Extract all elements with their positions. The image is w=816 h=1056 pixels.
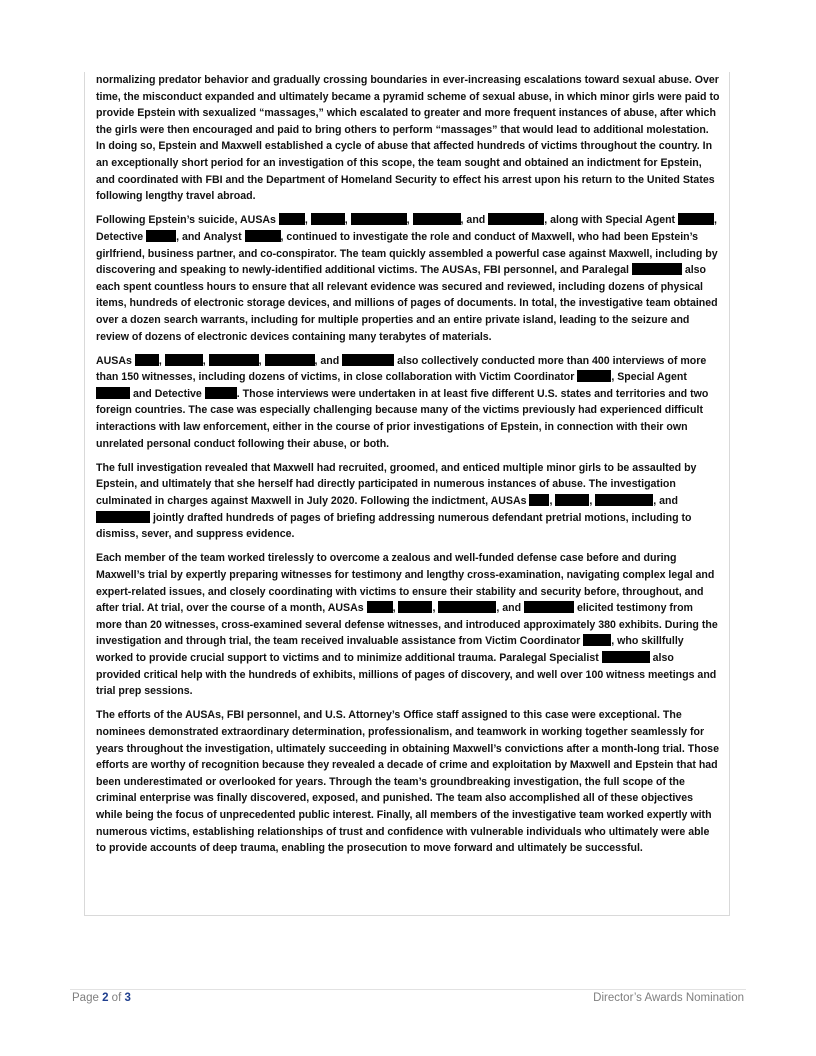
paragraph	[96, 460, 720, 543]
footer-title: Director’s Awards Nomination	[593, 992, 744, 1004]
paragraph-text: also provided critical help with the hundreds of exhibits, millions of pages of discovery, and well over 100 witness meetings and trial prep sessions.	[96, 651, 717, 698]
page-current: 2	[102, 992, 109, 1004]
document-body	[96, 72, 720, 864]
redaction-box	[413, 213, 461, 225]
paragraph-text: also each spent countless hours to ensure that all relevant evidence was secured and reviewed, including dozens of physical items, hundreds of electronic storage devices, and millions of pages of documents. In total, the investigative team obtained over a dozen search warrants, including for multiple properties and an entire private island, leading to the seizure and review of dozens of electronic devices containing many terabytes of materials.	[96, 264, 718, 343]
redaction-box	[342, 354, 394, 366]
paragraph-text: , who skillfully worked to provide crucial support to victims and to minimize additional trauma. Paralegal Specialist	[96, 635, 684, 664]
paragraph-text: . Those interviews were undertaken in at least five different U.S. states and territories and two foreign countries. The case was especially challenging because many of the victims previously had experienced difficult interactions with law enforcement, either in the course of prior investigations of Epstein, in connection with their own unrelated personal conduct following their abuse, or both.	[96, 387, 709, 450]
paragraph-text: , along with Special Agent	[544, 214, 679, 227]
redaction-box	[529, 494, 549, 506]
redaction-box	[602, 651, 650, 663]
page-of: of	[111, 992, 122, 1004]
paragraph-text: ,	[392, 602, 399, 615]
redaction-box	[595, 494, 653, 506]
redaction-box	[165, 354, 203, 366]
redaction-box	[205, 387, 237, 399]
page-total: 3	[124, 992, 131, 1004]
redaction-box	[245, 230, 281, 242]
paragraph-text: ,	[549, 495, 556, 508]
page-indicator	[72, 992, 131, 1004]
paragraph-text: ,	[344, 214, 351, 227]
paragraph-text: The efforts of the AUSAs, FBI personnel, and U.S. Attorney’s Office staff assigned to this case were exceptional. The nominees demonstrated extraordinary determination, professionalism, and teamwork in working together seamlessly for years throughout the investigation, ultimately succeeding in obtaining Maxwell’s convictions after a month-long trial. Those efforts are worthy of recognition because they revealed a decade of crime and exploitation by Maxwell and Epstein that had been underestimated or overlooked for years. Through the team’s groundbreaking investigation, the full scope of the criminal enterprise was finally discovered, exposed, and punished. The team also accomplished all of these objectives while being the focus of unprecedented public interest. Finally, all members of the investigative team worked expertly with numerous victims, establishing relationships of trust and confidence with vulnerable individuals who ultimately were able to provide accounts of deep trauma, enabling the prosecution to move forward and ultimately be successful.	[96, 709, 719, 855]
paragraph-text: ,	[158, 354, 165, 367]
paragraph	[96, 72, 720, 205]
paragraph-text: Following Epstein’s suicide, AUSAs	[96, 214, 279, 227]
paragraph-text: , and	[496, 602, 525, 615]
paragraph-text: ,	[406, 214, 413, 227]
paragraph-text: and Detective	[130, 387, 205, 400]
page-word: Page	[72, 992, 99, 1004]
footer-divider	[70, 989, 746, 990]
paragraph	[96, 353, 720, 453]
paragraph-text: , Detective	[96, 214, 717, 243]
paragraph-text: ,	[432, 602, 439, 615]
redaction-box	[678, 213, 714, 225]
redaction-box	[135, 354, 159, 366]
redaction-box	[146, 230, 176, 242]
redaction-box	[279, 213, 305, 225]
redaction-box	[524, 601, 574, 613]
paragraph	[96, 707, 720, 856]
paragraph-text: elicited testimony from more than 20 witnesses, cross-examined several defense witnesses, and introduced approximately 380 exhibits. During the investigation and through trial, the team received invaluable assistance from Victim Coordinator	[96, 602, 718, 648]
redaction-box	[398, 601, 432, 613]
paragraph-text: jointly drafted hundreds of pages of briefing addressing numerous defendant pretrial motions, including to dismiss, sever, and suppress evidence.	[96, 511, 692, 541]
redaction-box	[351, 213, 407, 225]
paragraph-text: AUSAs	[96, 354, 135, 367]
redaction-box	[96, 387, 130, 399]
redaction-box	[583, 634, 611, 646]
paragraph-text: Each member of the team worked tirelessly to overcome a zealous and well-funded defense case before and during Maxwell’s trial by expertly preparing witnesses for testimony and lengthy cross-examination, navigating complex legal and expert-related issues, and closely coordinating with victims to ensure their stability and security before, throughout, and after trial. At trial, over the course of a month, AUSAs	[96, 552, 715, 615]
redaction-box	[265, 354, 315, 366]
redaction-box	[577, 370, 611, 382]
paragraph-text: normalizing predator behavior and gradually crossing boundaries in ever-increasing escalations toward sexual abuse. Over time, the misconduct expanded and ultimately became a pyramid scheme of sexual abuse, in which minor girls were paid to provide Epstein with sexualized “massages,” which escalated to greater and more frequent instances of abuse, after which the girls were then encouraged and paid to bring others to perform “massages” that would lead to additional molestation. In doing so, Epstein and Maxwell established a cycle of abuse that affected hundreds of victims throughout the country. In an exceptionally short period for an investigation of this scope, the team sought and obtained an indictment for Epstein, and coordinated with FBI and the Department of Homeland Security to effect his arrest upon his return to the United States following lengthy travel abroad.	[96, 74, 720, 203]
paragraph-text: , continued to investigate the role and conduct of Maxwell, who had been Epstein’s girlfriend, business partner, and co-conspirator. The team quickly assembled a powerful case against Maxwell, including by discovering and speaking to newly-identified additional victims. The AUSAs, FBI personnel, and Paralegal	[96, 230, 718, 277]
paragraph-text: , and Analyst	[176, 230, 245, 243]
paragraph-text: ,	[589, 495, 596, 508]
redaction-box	[96, 511, 150, 523]
paragraph	[96, 550, 720, 699]
paragraph-text: , and	[653, 495, 678, 508]
redaction-box	[488, 213, 544, 225]
redaction-box	[209, 354, 259, 366]
paragraph-text: , Special Agent	[611, 371, 687, 384]
redaction-box	[555, 494, 589, 506]
paragraph-text: ,	[304, 214, 311, 227]
redaction-box	[632, 263, 682, 275]
paragraph-text: ,	[202, 354, 209, 367]
paragraph	[96, 212, 720, 345]
redaction-box	[311, 213, 345, 225]
paragraph-text: , and	[314, 354, 343, 367]
redaction-box	[367, 601, 393, 613]
paragraph-text: also collectively conducted more than 400 interviews of more than 150 witnesses, including dozens of victims, in close collaboration with Victim Coordinator	[96, 354, 707, 384]
paragraph-text: , and	[460, 214, 489, 227]
paragraph-text: The full investigation revealed that Maxwell had recruited, groomed, and enticed multiple minor girls to be assaulted by Epstein, and ultimately that she herself had directly participated in numerous instances of abuse. The investigation culminated in charges against Maxwell in July 2020. Following the indictment, AUSAs	[96, 461, 697, 508]
redaction-box	[438, 601, 496, 613]
paragraph-text: ,	[258, 354, 265, 367]
